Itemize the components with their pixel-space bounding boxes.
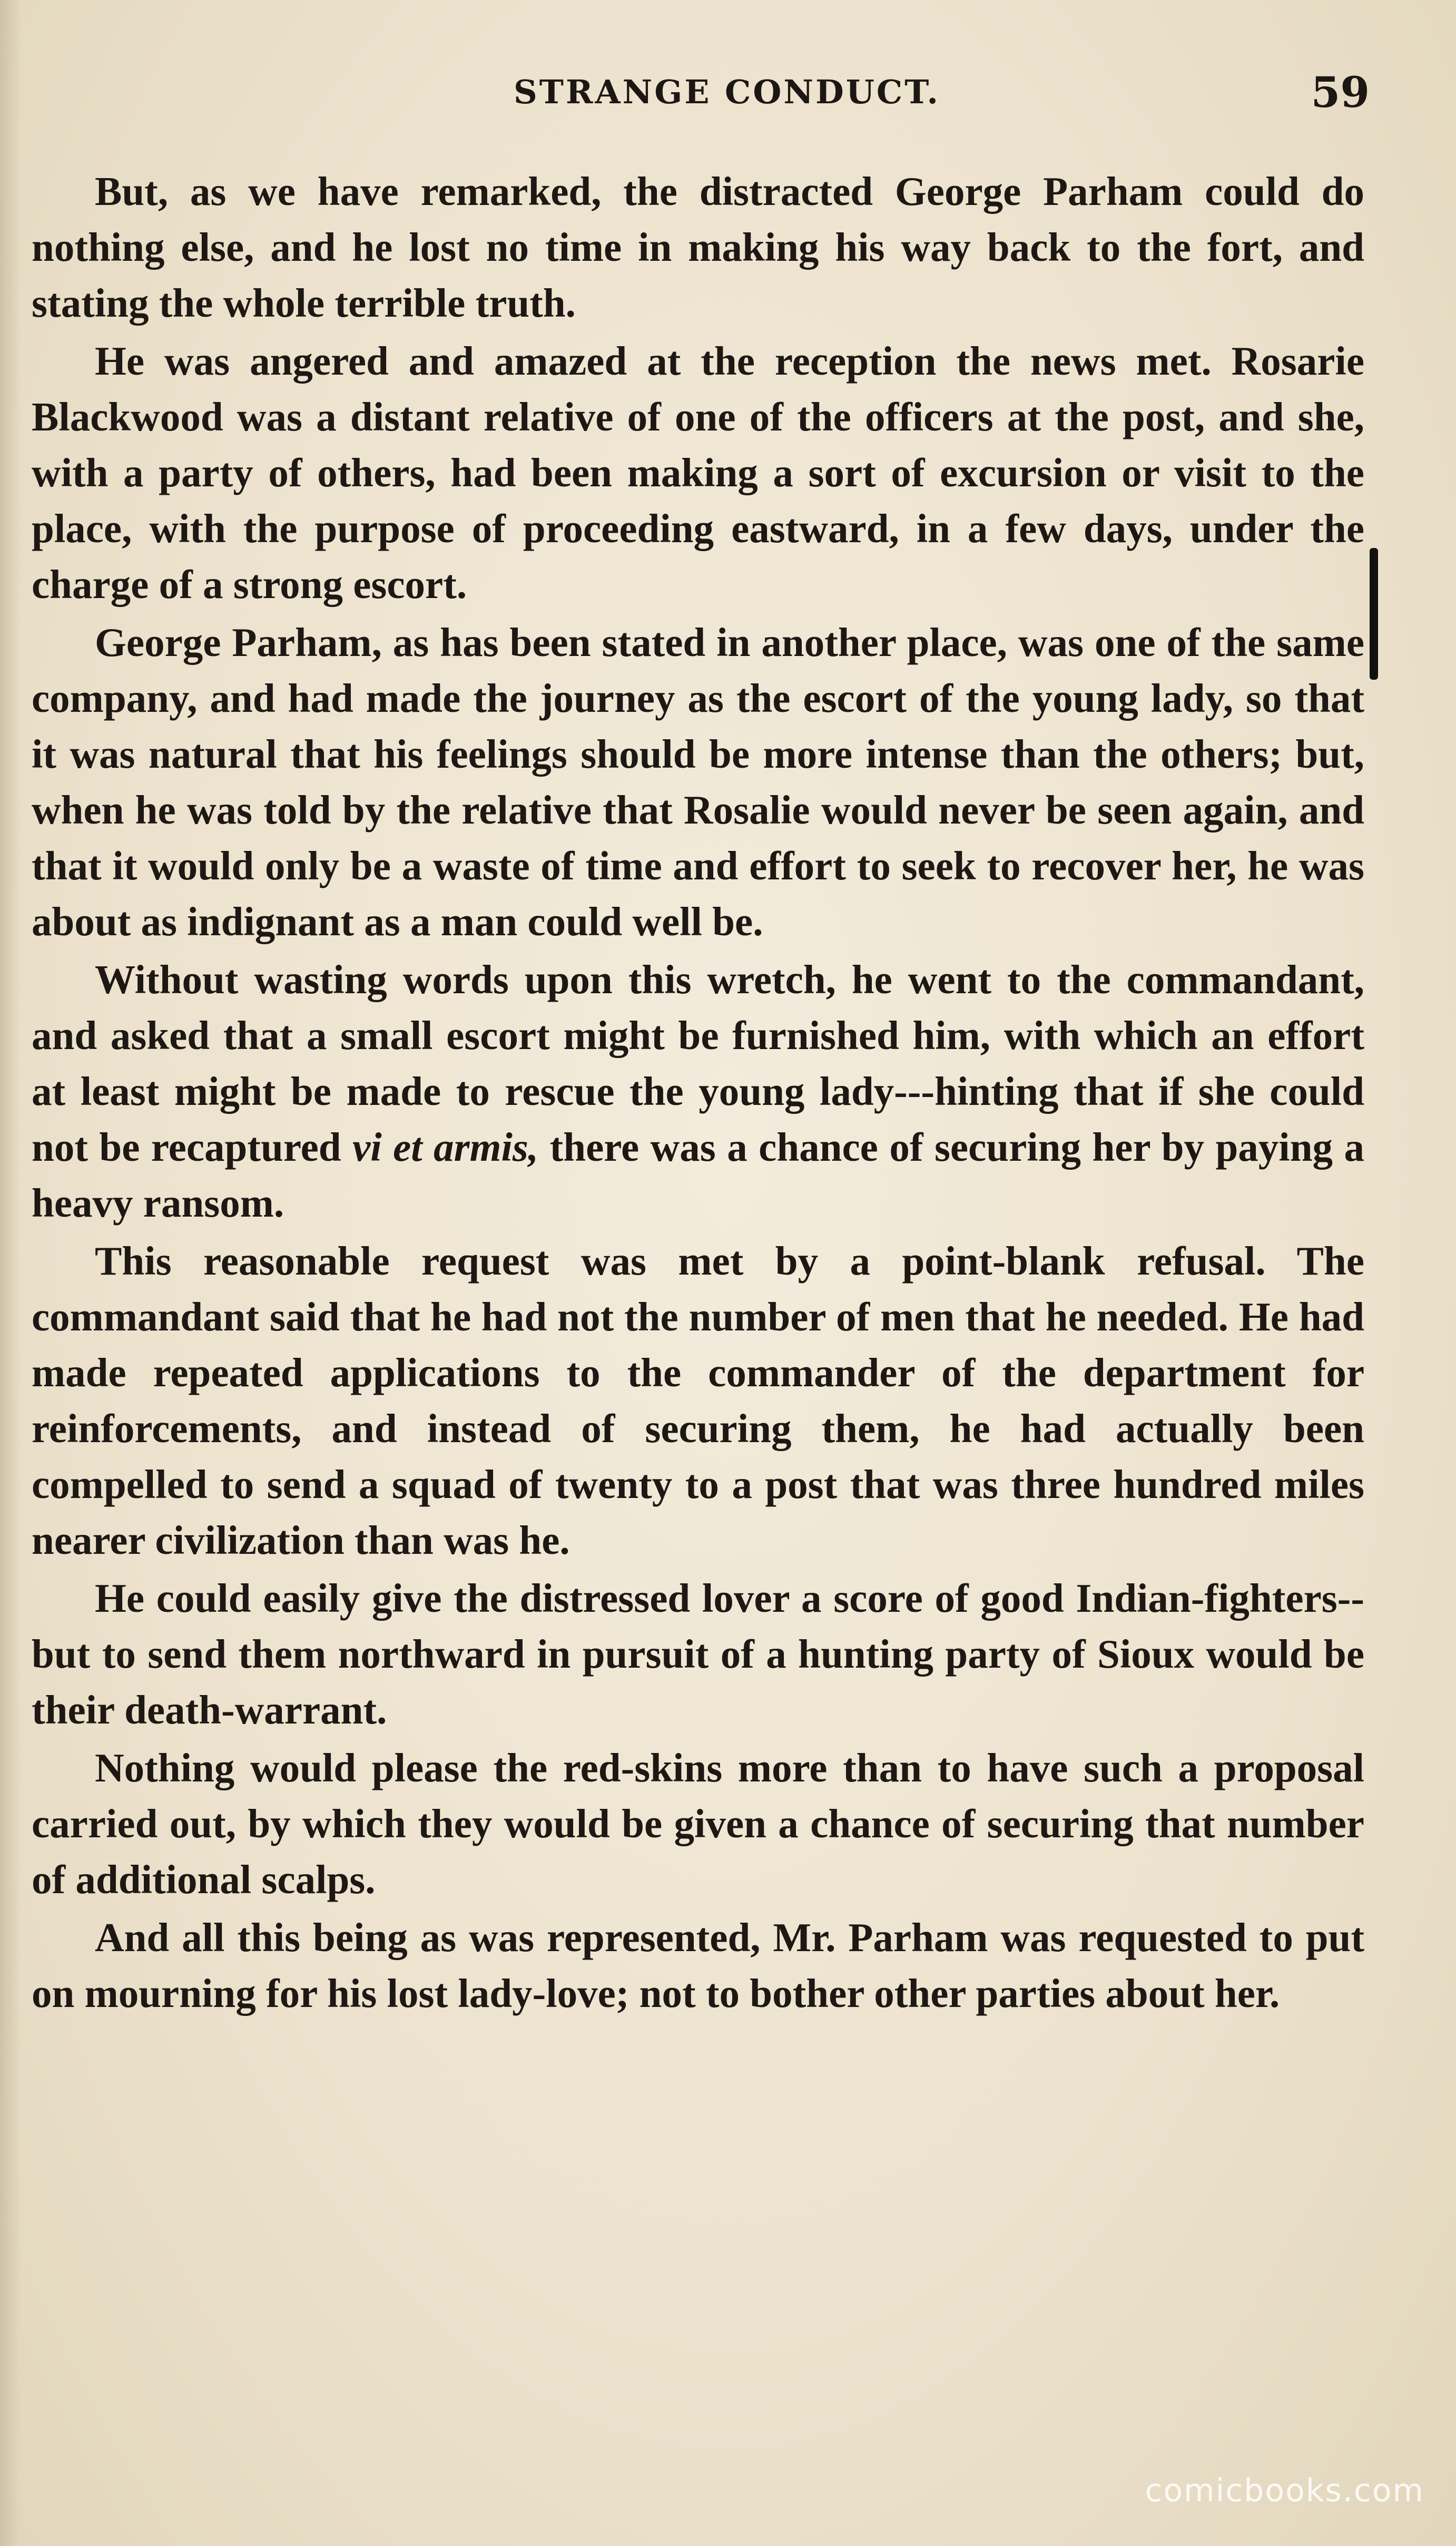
page-number: 59 <box>1311 67 1370 117</box>
paragraph-2: He was angered and amazed at the reception the news met. Rosarie Blackwood was a distant relative of one of the officers at the post, and she, with a party of others, had been making a sort of excursion or visit to the place, with the purpose of proceeding eastward, in a few days, under the charge of a strong escort. <box>32 338 1364 607</box>
paragraph-1: But, as we have remarked, the distracted George Parham could do nothing else, and he lost no time in making his way back to the fort, and stating the whole terrible truth. <box>32 169 1364 326</box>
body-text <box>32 163 1364 2023</box>
running-head: STRANGE CONDUCT. <box>514 73 940 111</box>
paragraph-5: This reasonable request was met by a point-blank refusal. The commandant said that he had not the number of men that he needed. He had made repeated applications to the commander of the department for reinforcements, and instead of securing them, he had actually been compelled to send a squad of twenty to a post that was three hundred miles nearer civilization than was he. <box>32 1238 1364 1563</box>
paragraph-4-main: Without wasting words upon this wretch, he went to the commandant, and asked that a small escort might be furnished him, with which an effort at least might be made to rescue the young lady---hinting that if she could not be recaptured <box>32 957 1364 1170</box>
paragraph-6: He could easily give the distressed lover a score of good Indian-fighters--but to send them northward in pursuit of a hunting party of Sioux would be their death-warrant. <box>32 1575 1364 1732</box>
margin-ink-mark <box>1370 548 1378 680</box>
latin-phrase: vi et armis, <box>352 1124 539 1170</box>
page-edge-shadow <box>0 0 21 2546</box>
paragraph-7: Nothing would please the red-skins more than to have such a proposal carried out, by which they would be given a chance of securing that number of additional scalps. <box>32 1745 1364 1902</box>
watermark: comicbooks.com <box>1145 2472 1424 2509</box>
page-header <box>84 63 1370 121</box>
paragraph-3: George Parham, as has been stated in another place, was one of the same company, and had made the journey as the escort of the young lady, so that it was natural that his feelings should be more intense than the others; but, when he was told by the relative that Rosalie would never be seen again, and that it would only be a waste of time and effort to seek to recover her, he was about as indignant as a man could well be. <box>32 620 1364 944</box>
paragraph-8: And all this being as was represented, Mr. Parham was requested to put on mourning for his lost lady-love; not to bother other parties about her. <box>32 1915 1364 2016</box>
paragraph-4-tail: there was a chance of securing her by paying a heavy ransom. <box>32 1124 1364 1226</box>
paragraph-4 <box>32 952 1364 1231</box>
